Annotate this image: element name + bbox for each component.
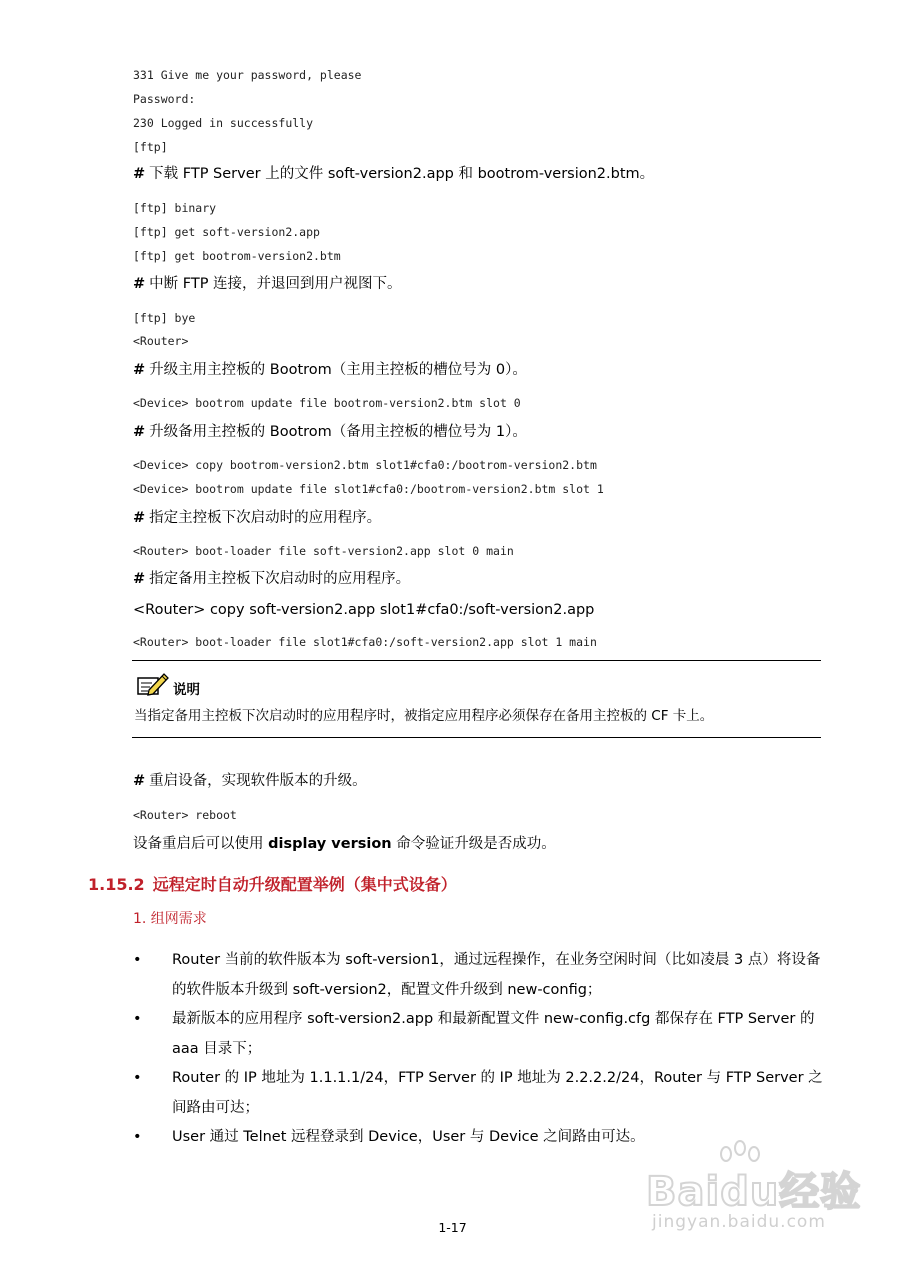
section-number: 1.15.2: [88, 875, 145, 894]
code-line: <Device> copy bootrom-version2.btm slot1#cfa0:/bootrom-version2.btm: [133, 458, 597, 472]
verify-text-before: 设备重启后可以使用: [133, 836, 269, 852]
code-line: <Router> boot-loader file soft-version2.app slot 0 main: [133, 544, 514, 558]
code-line: [ftp] get bootrom-version2.btm: [133, 249, 341, 263]
comment-text: 升级备用主控板的 Bootrom（备用主控板的槽位号为 1）。: [149, 424, 527, 440]
comment-download: [133, 164, 654, 184]
page-number: 1-17: [438, 1220, 467, 1235]
code-line: [ftp] binary: [133, 201, 217, 215]
comment-hash: #: [133, 571, 146, 587]
bullet-dot: •: [133, 1011, 142, 1027]
subsection-heading: 1. 组网需求: [133, 911, 207, 927]
verify-paragraph: [133, 834, 556, 854]
comment-bootrom-backup: [133, 422, 527, 442]
bullet-text: Router 的 IP 地址为 1.1.1.1/24，FTP Server 的 IP 地址为 2.2.2.2/24，Router 与 FTP Server 之间路由可达；: [172, 1070, 823, 1116]
comment-hash: #: [133, 276, 146, 292]
comment-text: 指定主控板下次启动时的应用程序。: [149, 510, 382, 526]
comment-bootrom-main: [133, 360, 527, 380]
comment-reboot: [133, 771, 367, 791]
note-title: 说明: [173, 682, 200, 698]
comment-hash: #: [133, 424, 146, 440]
code-line: Password:: [133, 92, 196, 106]
code-line: <Router> reboot: [133, 808, 237, 822]
verify-text-after: 命令验证升级是否成功。: [391, 836, 556, 852]
comment-text: 升级主用主控板的 Bootrom（主用主控板的槽位号为 0）。: [149, 362, 527, 378]
bullet-dot: •: [133, 952, 142, 968]
code-line: <Device> bootrom update file slot1#cfa0:/bootrom-version2.btm slot 1: [133, 482, 604, 496]
note-box: [132, 660, 821, 738]
code-line: [ftp] bye: [133, 311, 196, 325]
comment-text: 重启设备，实现软件版本的升级。: [149, 773, 367, 789]
comment-hash: #: [133, 166, 146, 182]
list-item: [133, 945, 823, 1005]
section-title: 远程定时自动升级配置举例（集中式设备）: [152, 875, 457, 894]
watermark-brand: Baidu经验: [646, 1169, 862, 1215]
bullet-text: Router 当前的软件版本为 soft-version1，通过远程操作，在业务空闲时间（比如凌晨 3 点）将设备的软件版本升级到 soft-version2，配置文件升级到 new-config；: [172, 952, 821, 998]
comment-bye: [133, 274, 402, 294]
comment-text: 指定备用主控板下次启动时的应用程序。: [149, 571, 411, 587]
watermark-url: jingyan.baidu.com: [652, 1212, 826, 1232]
comment-hash: #: [133, 510, 146, 526]
comment-hash: #: [133, 362, 146, 378]
code-line: <Device> bootrom update file bootrom-version2.btm slot 0: [133, 396, 521, 410]
list-item: [133, 1063, 823, 1123]
code-line: [ftp]: [133, 140, 168, 154]
comment-bootloader-backup: [133, 569, 410, 589]
comment-text: 下载 FTP Server 上的文件 soft-version2.app 和 bootrom-version2.btm。: [149, 166, 655, 182]
bullet-dot: •: [133, 1070, 142, 1086]
bullet-dot: •: [133, 1129, 142, 1145]
comment-hash: #: [133, 773, 146, 789]
note-pencil-icon: [136, 670, 170, 698]
comment-text: 中断 FTP 连接，并退回到用户视图下。: [149, 276, 402, 292]
copy-command-line: <Router> copy soft-version2.app slot1#cfa0:/soft-version2.app: [133, 602, 595, 618]
verify-command: display version: [268, 836, 392, 852]
code-line: <Router> boot-loader file slot1#cfa0:/soft-version2.app slot 1 main: [133, 635, 597, 649]
section-heading: [88, 874, 457, 896]
code-line: <Router>: [133, 334, 189, 348]
code-line: 230 Logged in successfully: [133, 116, 314, 130]
code-line: 331 Give me your password, please: [133, 68, 362, 82]
bullet-text: User 通过 Telnet 远程登录到 Device，User 与 Device 之间路由可达。: [172, 1129, 645, 1145]
note-text: 当指定备用主控板下次启动时的应用程序时，被指定应用程序必须保存在备用主控板的 CF 卡上。: [134, 708, 714, 724]
bullet-text: 最新版本的应用程序 soft-version2.app 和最新配置文件 new-config.cfg 都保存在 FTP Server 的 aaa 目录下；: [172, 1011, 815, 1057]
list-item: [133, 1004, 823, 1064]
comment-bootloader-main: [133, 508, 381, 528]
code-line: [ftp] get soft-version2.app: [133, 225, 320, 239]
